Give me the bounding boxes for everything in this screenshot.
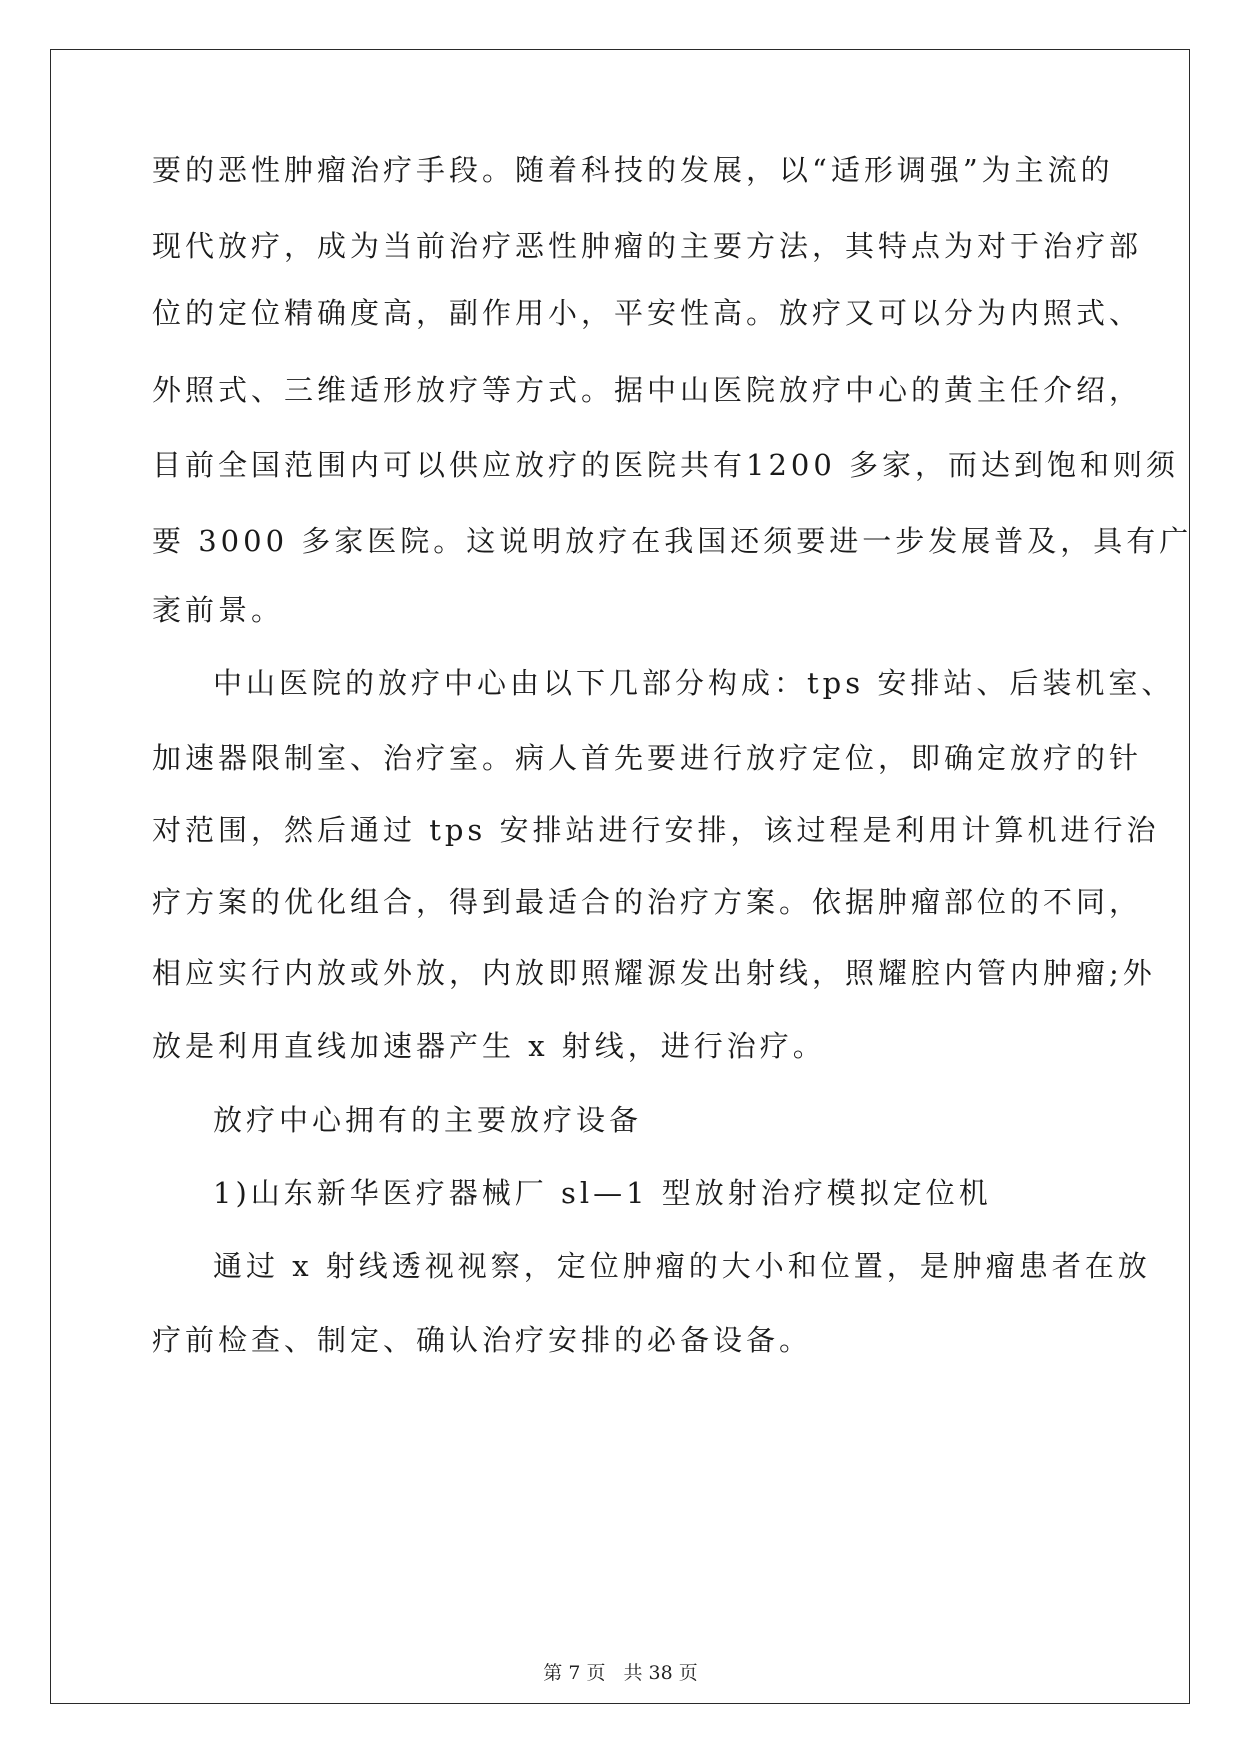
text-line: 对范围，然后通过 tps 安排站进行安排，该过程是利用计算机进行治 [152, 813, 1160, 847]
text-line: 放疗中心拥有的主要放疗设备 [213, 1103, 643, 1137]
text-line: 相应实行内放或外放，内放即照耀源发出射线，照耀腔内管内肿瘤;外 [152, 956, 1156, 990]
text-line: 疗方案的优化组合，得到最适合的治疗方案。依据肿瘤部位的不同， [152, 885, 1143, 919]
text-line: 目前全国范围内可以供应放疗的医院共有1200 多家，而达到饱和则须 [152, 448, 1180, 482]
page-number: 第 7 页 [543, 1662, 606, 1684]
text-line: 通过 x 射线透视视察，定位肿瘤的大小和位置，是肿瘤患者在放 [213, 1249, 1151, 1283]
text-line: 现代放疗，成为当前治疗恶性肿瘤的主要方法，其特点为对于治疗部 [152, 229, 1143, 263]
text-line: 1)山东新华医疗器械厂 sl—1 型放射治疗模拟定位机 [213, 1176, 992, 1210]
text-line: 放是利用直线加速器产生 x 射线，进行治疗。 [152, 1029, 826, 1063]
text-line: 袤前景。 [152, 593, 285, 627]
text-line: 位的定位精确度高，副作用小，平安性高。放疗又可以分为内照式、 [152, 296, 1143, 330]
text-line: 外照式、三维适形放疗等方式。据中山医院放疗中心的黄主任介绍， [152, 373, 1143, 407]
text-line: 疗前检查、制定、确认治疗安排的必备设备。 [152, 1323, 813, 1357]
text-line: 要 3000 多家医院。这说明放疗在我国还须要进一步发展普及，具有广 [152, 524, 1193, 558]
text-line: 要的恶性肿瘤治疗手段。随着科技的发展，以“适形调强”为主流的 [152, 153, 1114, 187]
page-footer [0, 1661, 1241, 1685]
text-line: 中山医院的放疗中心由以下几部分构成：tps 安排站、后装机室、 [213, 666, 1175, 700]
total-pages: 共 38 页 [623, 1662, 698, 1684]
text-line: 加速器限制室、治疗室。病人首先要进行放疗定位，即确定放疗的针 [152, 741, 1143, 775]
